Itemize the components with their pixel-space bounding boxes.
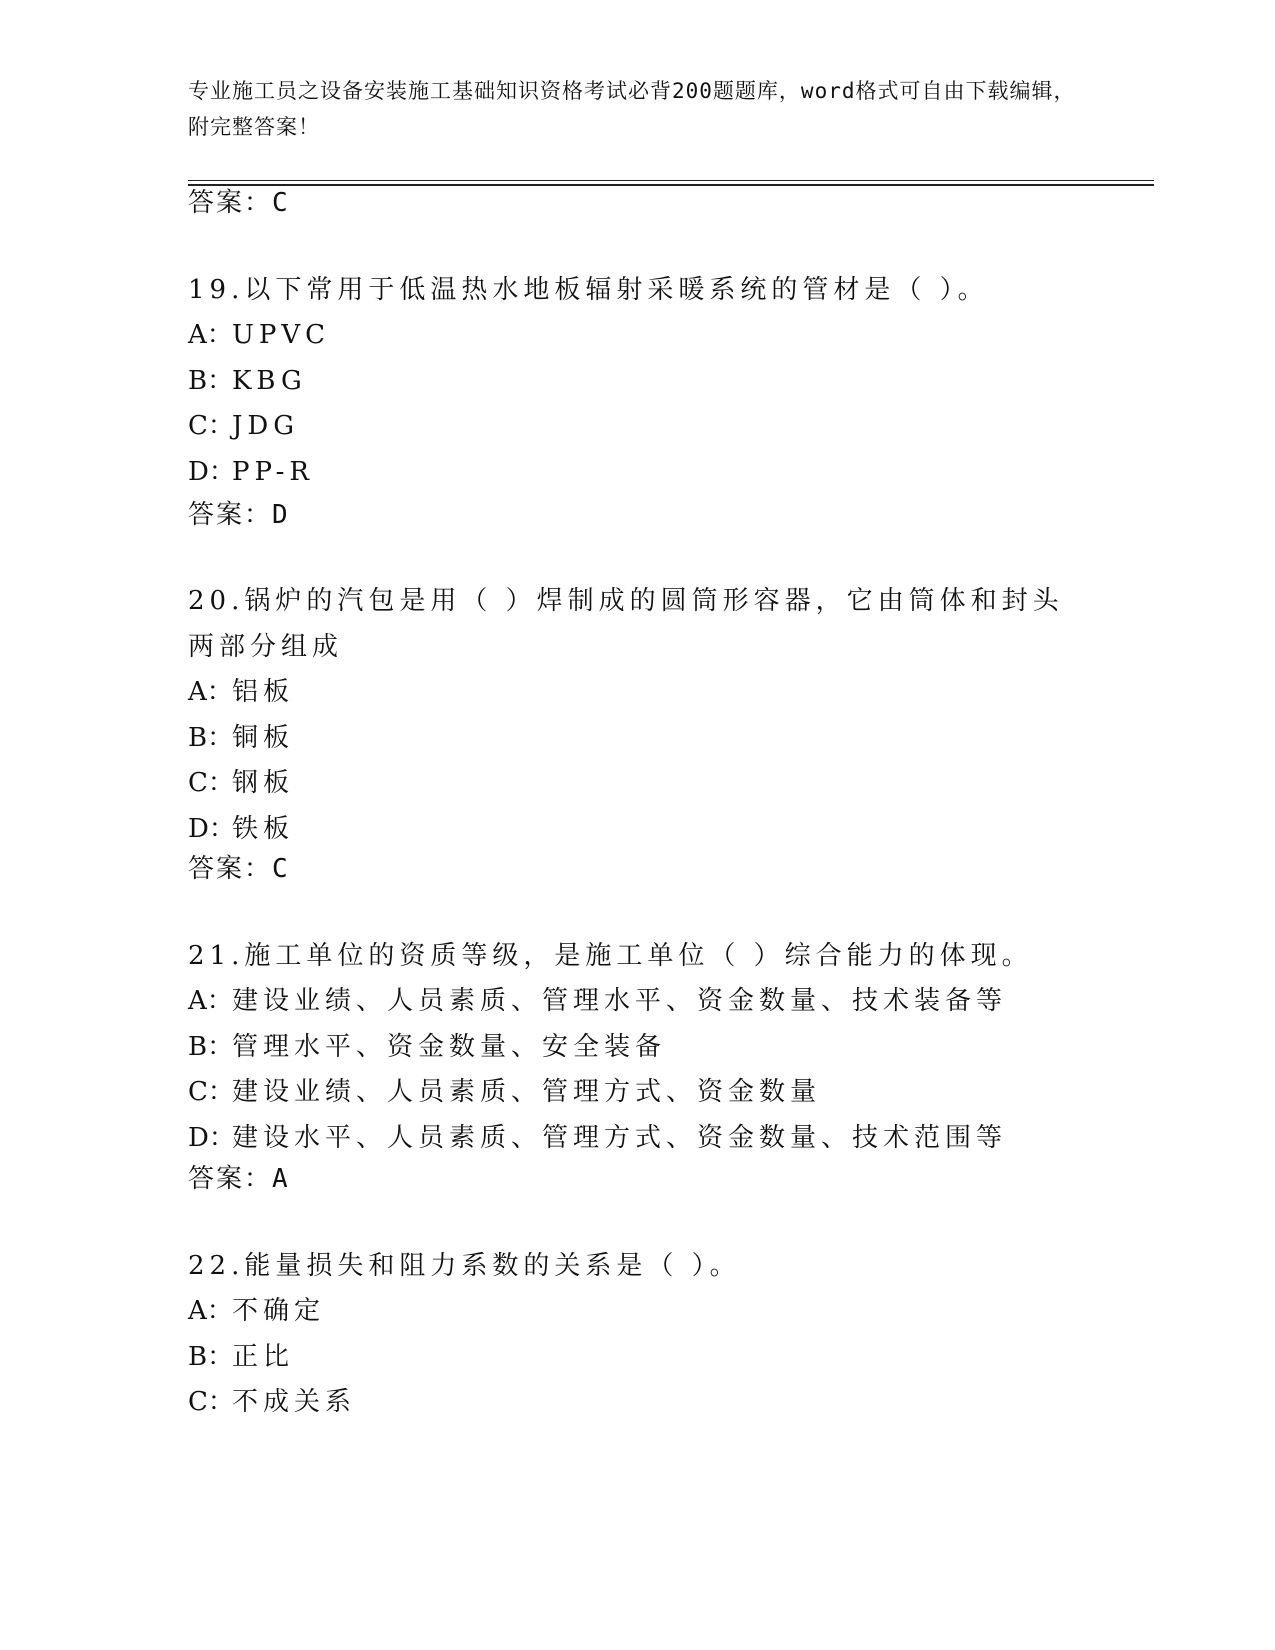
option-b: B：KBG [188,365,307,396]
option-a: A：不确定 [188,1296,326,1326]
option-d: D：建设水平、人员素质、管理方式、资金数量、技术范围等 [188,1122,1008,1153]
option-a: A：UPVC [188,320,331,350]
option-a: A：建设业绩、人员素质、管理水平、资金数量、技术装备等 [188,986,1008,1016]
answer-prev [188,180,290,226]
question-21 [188,933,1088,1161]
answer-value: C [272,854,290,884]
question-title: 19.以下常用于低温热水地板辐射采暖系统的管材是（ ）。 [188,275,989,305]
option-b: B：铜板 [188,722,295,753]
answer-label: 答案： [188,188,273,218]
answer-20 [188,846,290,892]
option-b: B：正比 [188,1341,295,1372]
answer-label: 答案： [188,1164,273,1194]
option-c: C：钢板 [188,768,295,798]
question-22 [188,1243,1088,1426]
answer-value: C [272,188,290,218]
option-b: B：管理水平、资金数量、安全装备 [188,1031,667,1062]
option-a: A：铝板 [188,677,295,707]
option-c: C：JDG [188,411,300,441]
answer-19 [188,492,290,538]
answer-label: 答案： [188,854,273,884]
header-rule-thick [188,184,1154,186]
question-20 [188,578,1088,852]
question-19 [188,267,1088,495]
document-header: 专业施工员之设备安装施工基础知识资格考试必背200题题库，word格式可自由下载编辑，附完整答案！ [188,79,1076,139]
option-c: C：建设业绩、人员素质、管理方式、资金数量 [188,1077,822,1107]
question-title: 21.施工单位的资质等级，是施工单位（ ）综合能力的体现。 [188,941,1033,971]
question-title: 22.能量损失和阻力系数的关系是（ ）。 [188,1251,741,1281]
answer-21 [188,1156,290,1202]
answer-value: D [272,500,290,530]
option-c: C：不成关系 [188,1387,357,1417]
answer-label: 答案： [188,500,273,530]
answer-value: A [272,1164,290,1194]
option-d: D：铁板 [188,813,295,844]
question-title: 20.锅炉的汽包是用（ ）焊制成的圆筒形容器，它由筒体和封头两部分组成 [188,586,1064,662]
header-rule-thin [188,180,1154,181]
option-d: D：PP-R [188,456,314,487]
